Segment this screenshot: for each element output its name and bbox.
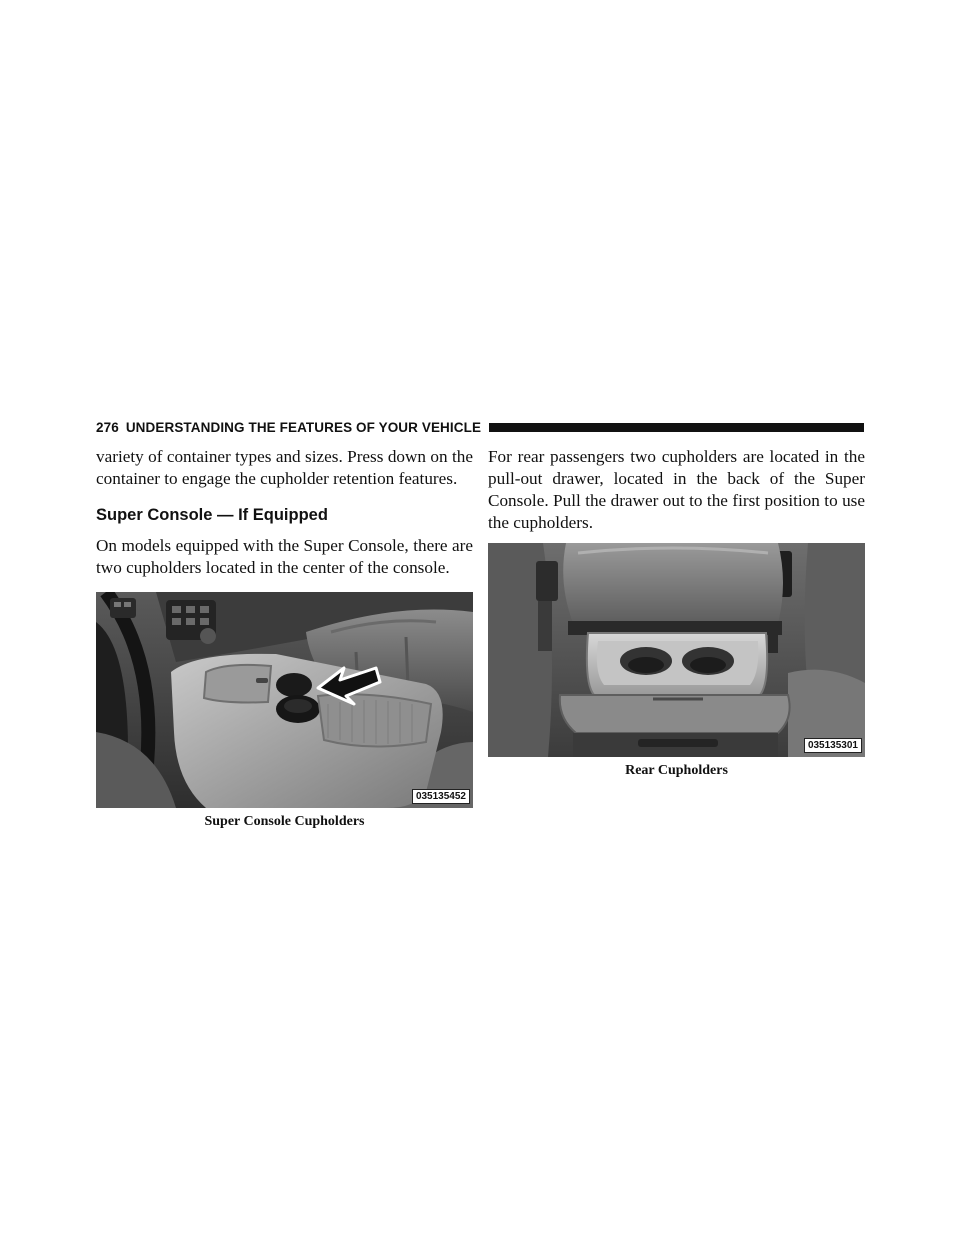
header-rule — [489, 423, 864, 432]
figure-caption: Super Console Cupholders — [204, 814, 365, 829]
figure-code: 035135301 — [804, 738, 862, 753]
rear-passengers-paragraph: For rear passengers two cupholders are located in the pull-out drawer, located in the back of the Super Console. Pull the drawer out to the first position to use the cupholders. — [488, 447, 865, 532]
page-number: 276 — [96, 419, 119, 435]
left-column — [96, 446, 473, 830]
intro-paragraph: variety of container types and sizes. Press down on the container to engage the cupholder retention features. — [96, 447, 473, 488]
figure-code: 035135452 — [412, 789, 470, 804]
section-heading: Super Console — If Equipped — [96, 506, 328, 524]
page-header — [96, 417, 864, 437]
rear-cupholders-figure — [488, 543, 865, 757]
rear-cupholders-illustration — [488, 543, 865, 757]
super-console-figure — [96, 592, 473, 808]
super-console-illustration — [96, 592, 473, 808]
right-column — [488, 446, 865, 779]
super-console-paragraph: On models equipped with the Super Console, there are two cupholders located in the center of the console. — [96, 536, 473, 577]
chapter-title: UNDERSTANDING THE FEATURES OF YOUR VEHICLE — [125, 419, 482, 435]
figure-caption: Rear Cupholders — [625, 763, 728, 778]
